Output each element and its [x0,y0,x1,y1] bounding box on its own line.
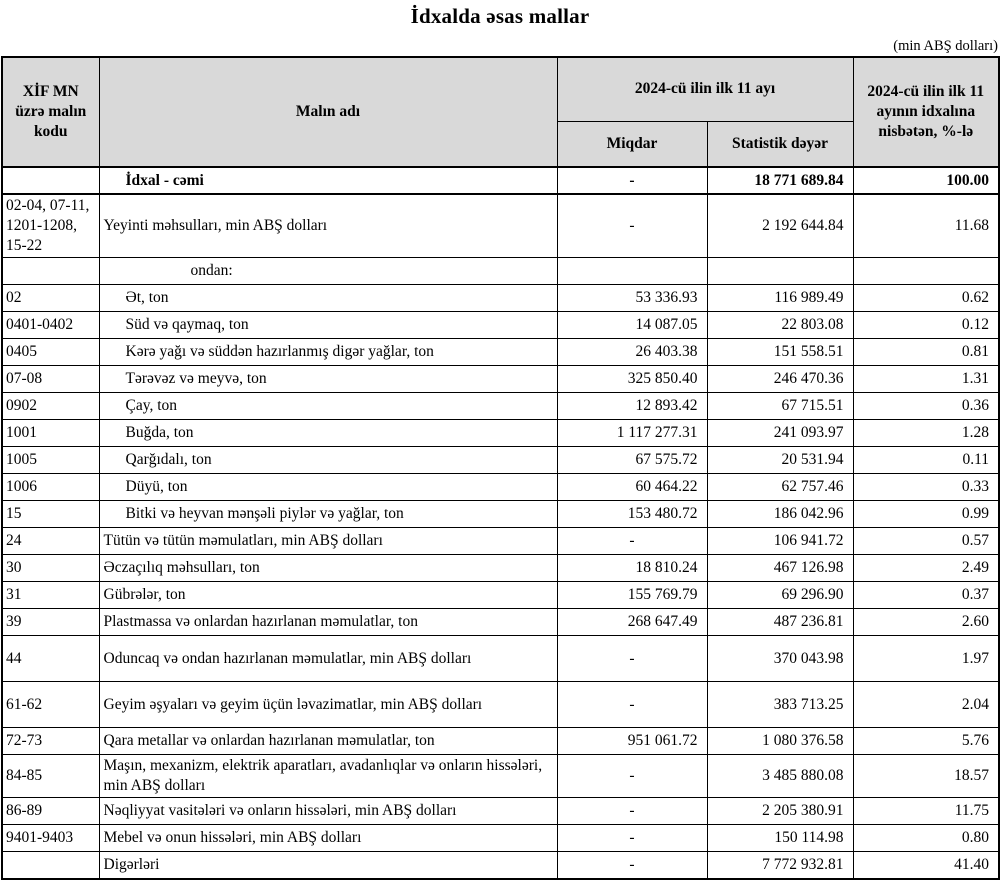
cell-code: 02-04, 07-11, 1201-1208, 15-22 [2,194,99,258]
table-row [2,258,999,285]
cell-value: 7 772 932.81 [707,852,853,879]
cell-code [2,167,99,194]
cell-value: 69 296.90 [707,582,853,609]
table-row [2,420,999,447]
cell-quantity: 14 087.05 [557,312,707,339]
cell-quantity: 60 464.22 [557,474,707,501]
cell-name: Tərəvəz və meyvə, ton [99,366,557,393]
table-row [2,582,999,609]
cell-value: 1 080 376.58 [707,728,853,755]
cell-share: 0.12 [853,312,999,339]
cell-share: 18.57 [853,755,999,798]
unit-note: (min ABŞ dolları) [893,38,998,54]
cell-share: 1.28 [853,420,999,447]
cell-name: Gübrələr, ton [99,582,557,609]
cell-value: 150 114.98 [707,825,853,852]
cell-code: 61-62 [2,682,99,728]
cell-value: 116 989.49 [707,285,853,312]
cell-value: 2 205 380.91 [707,798,853,825]
cell-value: 18 771 689.84 [707,167,853,194]
cell-name: Maşın, mexanizm, elektrik aparatları, avadanlıqlar və onların hissələri, min ABŞ dolları [99,755,557,798]
cell-name: Digərləri [99,852,557,879]
cell-code: 31 [2,582,99,609]
cell-value: 62 757.46 [707,474,853,501]
cell-share: 2.04 [853,682,999,728]
cell-value: 151 558.51 [707,339,853,366]
page-title: İdxalda əsas mallar [410,4,590,28]
cell-share: 41.40 [853,852,999,879]
cell-value: 2 192 644.84 [707,194,853,258]
table-row [2,447,999,474]
cell-value: 467 126.98 [707,555,853,582]
cell-name: İdxal - cəmi [99,167,557,194]
cell-share: 0.11 [853,447,999,474]
cell-code: 84-85 [2,755,99,798]
table-row [2,194,999,258]
cell-quantity: 26 403.38 [557,339,707,366]
table-row [2,366,999,393]
table-row [2,474,999,501]
cell-value: 186 042.96 [707,501,853,528]
cell-quantity: - [557,194,707,258]
col-header-quantity: Miqdar [557,121,707,167]
table-row [2,609,999,636]
cell-value: 3 485 880.08 [707,755,853,798]
cell-value: 383 713.25 [707,682,853,728]
cell-code: 07-08 [2,366,99,393]
cell-share: 2.60 [853,609,999,636]
cell-code: 0401-0402 [2,312,99,339]
table-header [2,57,999,167]
cell-name: Qarğıdalı, ton [99,447,557,474]
cell-code: 39 [2,609,99,636]
col-header-code: XİF MN üzrə malın kodu [2,57,99,167]
cell-value: 246 470.36 [707,366,853,393]
cell-name: Tütün və tütün məmulatları, min ABŞ dolları [99,528,557,555]
table-row [2,393,999,420]
cell-name: Mebel və onun hissələri, min ABŞ dolları [99,825,557,852]
cell-quantity: - [557,755,707,798]
cell-name: Buğda, ton [99,420,557,447]
cell-share: 0.99 [853,501,999,528]
table-row [2,339,999,366]
table-row [2,798,999,825]
cell-value: 67 715.51 [707,393,853,420]
cell-quantity: 153 480.72 [557,501,707,528]
table-row [2,852,999,879]
cell-share: 1.31 [853,366,999,393]
cell-name: Yeyinti məhsulları, min ABŞ dolları [99,194,557,258]
cell-code: 86-89 [2,798,99,825]
cell-share: 5.76 [853,728,999,755]
cell-quantity: 951 061.72 [557,728,707,755]
cell-quantity: - [557,167,707,194]
cell-name: Kərə yağı və süddən hazırlanmış digər yağlar, ton [99,339,557,366]
cell-value: 487 236.81 [707,609,853,636]
cell-name: ondan: [99,258,557,285]
cell-name: Nəqliyyat vasitələri və onların hissələri, min ABŞ dolları [99,798,557,825]
cell-value: 20 531.94 [707,447,853,474]
cell-name: Geyim əşyaları və geyim üçün ləvazimatlar, min ABŞ dolları [99,682,557,728]
table-row [2,285,999,312]
cell-code: 1006 [2,474,99,501]
cell-share [853,258,999,285]
cell-quantity: 18 810.24 [557,555,707,582]
cell-share: 0.80 [853,825,999,852]
cell-quantity: 67 575.72 [557,447,707,474]
table-row [2,825,999,852]
cell-share: 11.75 [853,798,999,825]
cell-code: 9401-9403 [2,825,99,852]
cell-quantity: - [557,825,707,852]
table-row [2,755,999,798]
cell-code: 15 [2,501,99,528]
col-header-period-group: 2024-cü ilin ilk 11 ayı [557,57,853,121]
table-row [2,636,999,682]
cell-quantity: 12 893.42 [557,393,707,420]
imports-table [1,56,1000,880]
cell-code: 1001 [2,420,99,447]
cell-name: Bitki və heyvan mənşəli piylər və yağlar, ton [99,501,557,528]
cell-quantity: 268 647.49 [557,609,707,636]
col-header-share: 2024-cü ilin ilk 11 ayının idxalına nisbətən, %-lə [853,57,999,167]
cell-value: 22 803.08 [707,312,853,339]
cell-quantity: 53 336.93 [557,285,707,312]
cell-value: 370 043.98 [707,636,853,682]
cell-quantity: - [557,798,707,825]
cell-value [707,258,853,285]
cell-name: Plastmassa və onlardan hazırlanan məmulatlar, ton [99,609,557,636]
cell-name: Çay, ton [99,393,557,420]
cell-name: Düyü, ton [99,474,557,501]
cell-share: 0.81 [853,339,999,366]
header-row-top [2,57,999,121]
table-body [2,167,999,879]
cell-quantity: - [557,636,707,682]
cell-code: 0405 [2,339,99,366]
cell-code: 02 [2,285,99,312]
cell-share: 0.37 [853,582,999,609]
cell-code: 72-73 [2,728,99,755]
cell-share: 11.68 [853,194,999,258]
cell-code: 1005 [2,447,99,474]
cell-quantity: 155 769.79 [557,582,707,609]
cell-code: 44 [2,636,99,682]
cell-quantity: - [557,682,707,728]
cell-name: Əczaçılıq məhsulları, ton [99,555,557,582]
cell-code: 30 [2,555,99,582]
table-row [2,528,999,555]
col-header-value: Statistik dəyər [707,121,853,167]
cell-share: 0.57 [853,528,999,555]
cell-quantity: - [557,528,707,555]
cell-code: 24 [2,528,99,555]
cell-quantity: 1 117 277.31 [557,420,707,447]
table-row [2,167,999,194]
table-row [2,728,999,755]
cell-name: Ət, ton [99,285,557,312]
cell-value: 106 941.72 [707,528,853,555]
table-row [2,501,999,528]
table-row [2,555,999,582]
table-row [2,682,999,728]
cell-share: 0.33 [853,474,999,501]
table-row [2,312,999,339]
cell-share: 0.36 [853,393,999,420]
cell-quantity: 325 850.40 [557,366,707,393]
cell-name: Oduncaq və ondan hazırlanan məmulatlar, min ABŞ dolları [99,636,557,682]
cell-share: 100.00 [853,167,999,194]
cell-code [2,258,99,285]
cell-quantity [557,258,707,285]
cell-value: 241 093.97 [707,420,853,447]
cell-name: Qara metallar və onlardan hazırlanan məmulatlar, ton [99,728,557,755]
cell-share: 2.49 [853,555,999,582]
cell-share: 1.97 [853,636,999,682]
col-header-name: Malın adı [99,57,557,167]
cell-code [2,852,99,879]
cell-name: Süd və qaymaq, ton [99,312,557,339]
cell-share: 0.62 [853,285,999,312]
cell-code: 0902 [2,393,99,420]
cell-quantity: - [557,852,707,879]
